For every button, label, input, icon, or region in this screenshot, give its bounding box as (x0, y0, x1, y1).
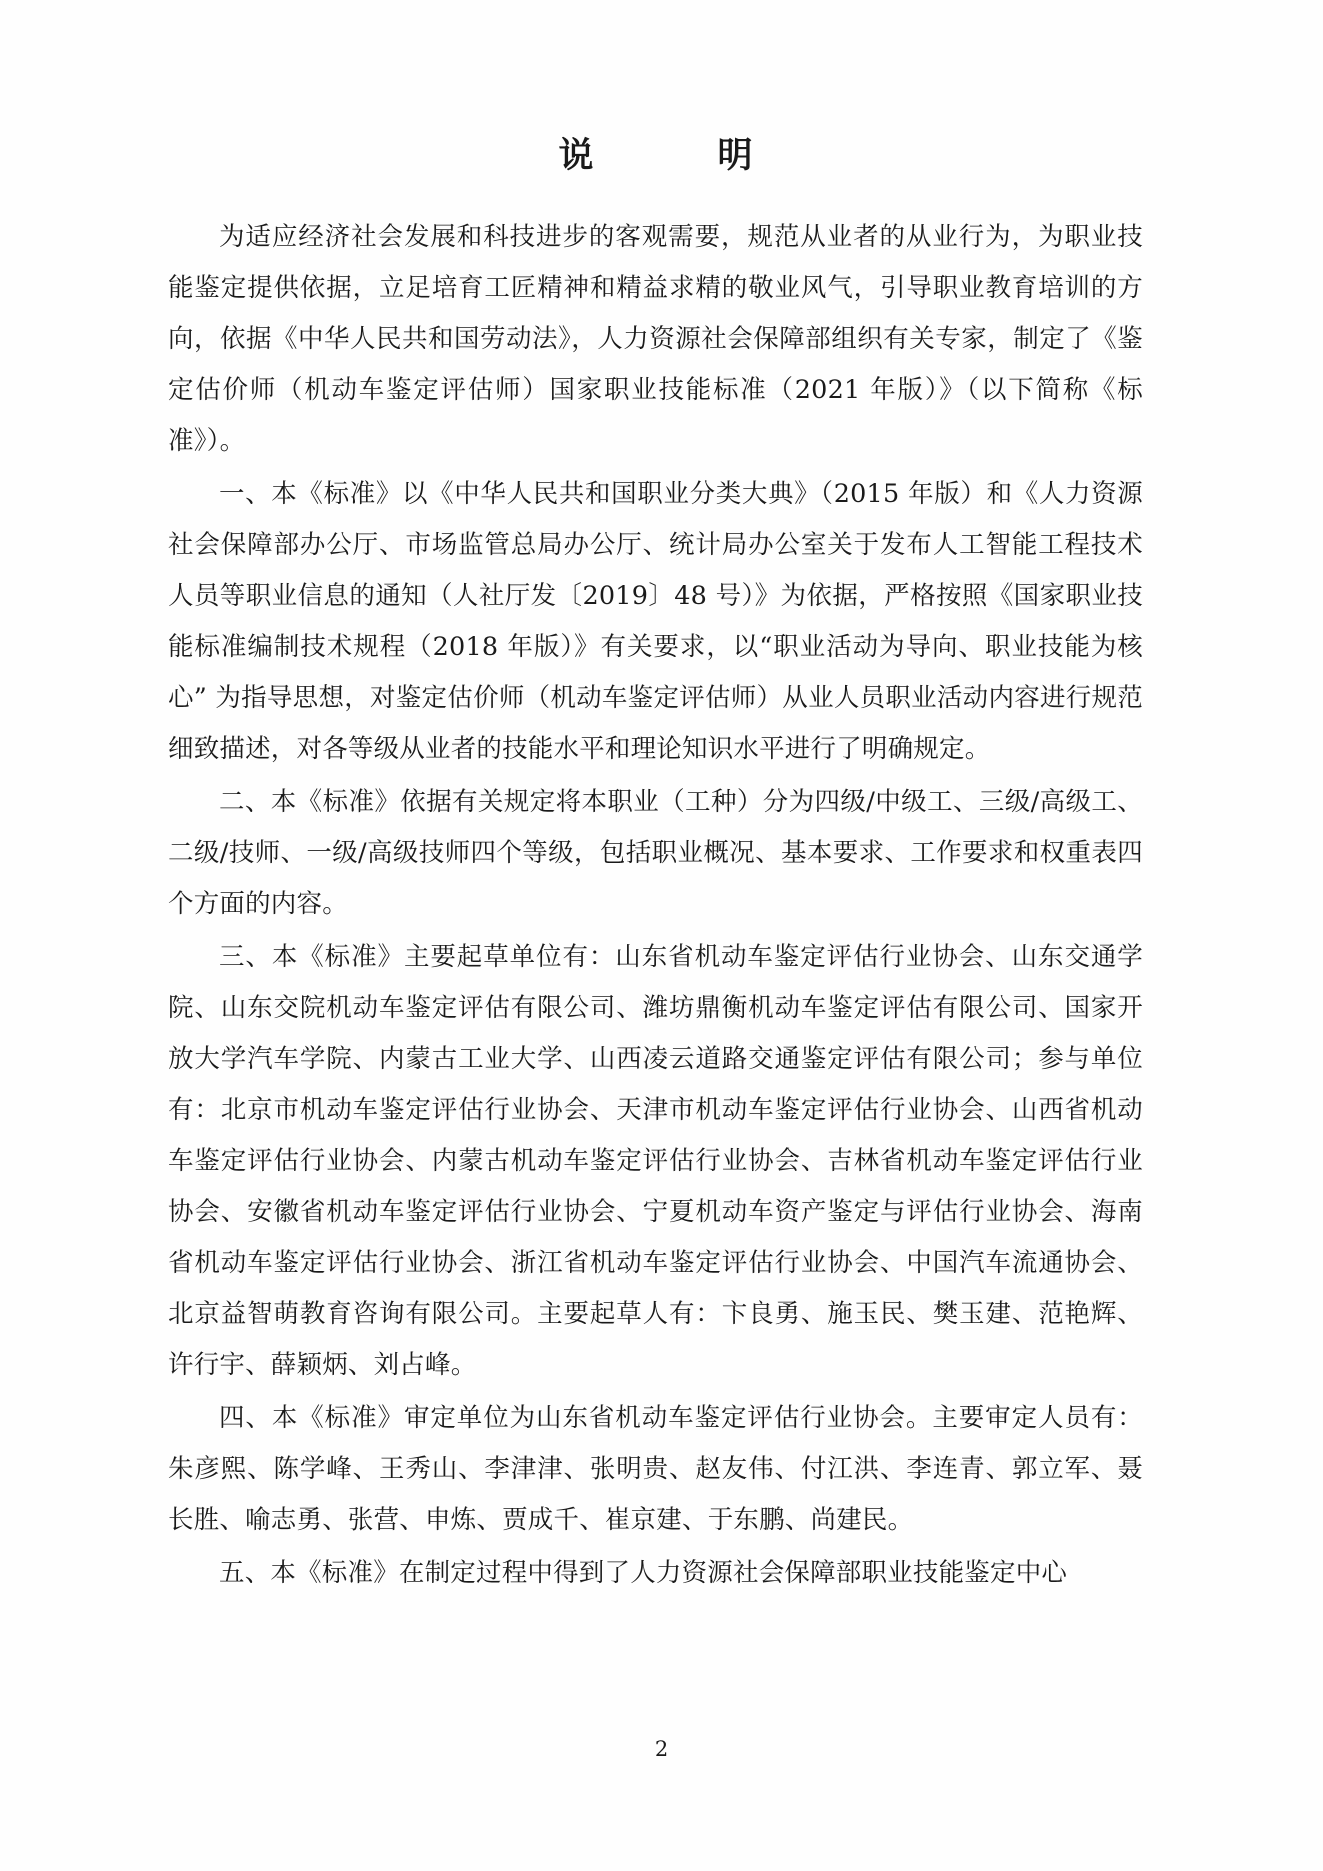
paragraph: 三、本《标准》主要起草单位有：山东省机动车鉴定评估行业协会、山东交通学院、山东交院机动车鉴定评估有限公司、潍坊鼎衡机动车鉴定评估有限公司、国家开放大学汽车学院、内蒙古工业大学、山西凌云道路交通鉴定评估有限公司；参与单位有：北京市机动车鉴定评估行业协会、天津市机动车鉴定评估行业协会、山西省机动车鉴定评估行业协会、内蒙古机动车鉴定评估行业协会、吉林省机动车鉴定评估行业协会、安徽省机动车鉴定评估行业协会、宁夏机动车资产鉴定与评估行业协会、海南省机动车鉴定评估行业协会、浙江省机动车鉴定评估行业协会、中国汽车流通协会、北京益智萌教育咨询有限公司。主要起草人有：卞良勇、施玉民、樊玉建、范艳辉、许行宇、薛颖炳、刘占峰。 (168, 942, 1143, 1380)
paragraph: 二、本《标准》依据有关规定将本职业（工种）分为四级/中级工、三级/高级工、二级/技师、一级/高级技师四个等级，包括职业概况、基本要求、工作要求和权重表四个方面的内容。 (168, 787, 1143, 919)
paragraph: 一、本《标准》以《中华人民共和国职业分类大典》（2015 年版）和《人力资源社会保障部办公厅、市场监管总局办公厅、统计局办公室关于发布人工智能工程技术人员等职业信息的通知（人社厅发〔2019〕48 号）》为依据，严格按照《国家职业技能标准编制技术规程（2018 年版）》有关要求，以“职业活动为导向、职业技能为核心” 为指导思想，对鉴定估价师（机动车鉴定评估师）从业人员职业活动内容进行规范细致描述，对各等级从业者的技能水平和理论知识水平进行了明确规定。 (168, 479, 1143, 764)
page-number: 2 (654, 1737, 669, 1761)
paragraph: 为适应经济社会发展和科技进步的客观需要，规范从业者的从业行为，为职业技能鉴定提供依据，立足培育工匠精神和精益求精的敬业风气，引导职业教育培训的方向，依据《中华人民共和国劳动法》，人力资源社会保障部组织有关专家，制定了《鉴定估价师（机动车鉴定评估师）国家职业技能标准（2021 年版）》（以下简称《标准》）。 (168, 222, 1143, 456)
paragraph: 五、本《标准》在制定过程中得到了人力资源社会保障部职业技能鉴定中心 (219, 1558, 1068, 1588)
document-body (168, 128, 1143, 1601)
paragraph: 四、本《标准》审定单位为山东省机动车鉴定评估行业协会。主要审定人员有：朱彦熙、陈学峰、王秀山、李津津、张明贵、赵友伟、付江洪、李连青、郭立军、聂长胜、喻志勇、张营、申炼、贾成千、崔京建、于东鹏、尚建民。 (168, 1403, 1143, 1535)
page-title: 说 明 (558, 135, 771, 176)
